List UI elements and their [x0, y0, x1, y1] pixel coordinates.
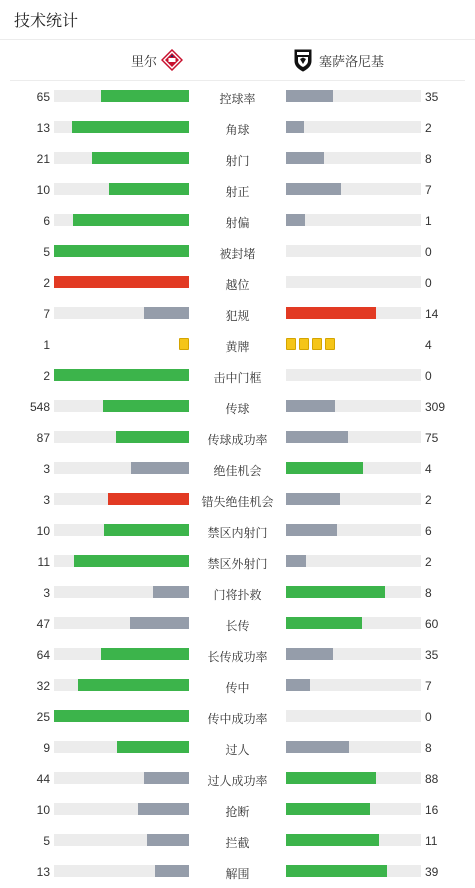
- yellow-card-icon: [286, 338, 296, 350]
- stat-label: 过人: [225, 743, 250, 757]
- away-value: 6: [425, 524, 432, 538]
- away-bar-track: [286, 245, 421, 257]
- home-value: 9: [43, 741, 50, 755]
- home-bar-fill: [54, 369, 189, 381]
- stat-label: 犯规: [225, 309, 250, 323]
- away-value: 4: [425, 462, 432, 476]
- home-yellow-cards: [179, 338, 189, 350]
- home-bar-fill: [155, 865, 189, 877]
- stat-row: [0, 422, 475, 453]
- away-value: 7: [425, 679, 432, 693]
- away-bar-track: [286, 121, 421, 133]
- stat-row: [0, 670, 475, 701]
- stat-label: 传中成功率: [207, 712, 268, 726]
- away-bar-track: [286, 183, 421, 195]
- stat-row: [0, 484, 475, 515]
- yellow-card-icon: [312, 338, 322, 350]
- home-value: 5: [43, 834, 50, 848]
- home-bar-track: [54, 369, 189, 381]
- yellow-card-icon: [179, 338, 189, 350]
- stat-row: [0, 205, 475, 236]
- away-team-logo-icon: [292, 49, 314, 71]
- home-value: 2: [43, 369, 50, 383]
- home-value: 3: [43, 462, 50, 476]
- home-value: 548: [29, 400, 50, 414]
- home-bar-track: [54, 741, 189, 753]
- home-bar-track: [54, 214, 189, 226]
- away-bar-fill: [286, 555, 306, 567]
- away-bar-track: [286, 276, 421, 288]
- home-value: 10: [36, 803, 50, 817]
- home-value: 65: [36, 90, 50, 104]
- away-value: 16: [425, 803, 439, 817]
- home-team-name: 里尔: [130, 53, 157, 69]
- away-bar-fill: [286, 679, 310, 691]
- away-bar-fill: [286, 214, 305, 226]
- home-value: 21: [36, 152, 50, 166]
- home-team[interactable]: [131, 40, 183, 80]
- away-team-name: 塞萨洛尼基: [319, 53, 385, 69]
- home-bar-track: [54, 524, 189, 536]
- stat-row: [0, 856, 475, 887]
- home-value: 2: [43, 276, 50, 290]
- away-value: 8: [425, 586, 432, 600]
- home-value: 6: [43, 214, 50, 228]
- away-value: 2: [425, 121, 432, 135]
- home-bar-fill: [116, 431, 189, 443]
- home-value: 5: [43, 245, 50, 259]
- home-bar-track: [54, 803, 189, 815]
- home-value: 32: [36, 679, 50, 693]
- away-bar-fill: [286, 524, 337, 536]
- stat-row: [0, 546, 475, 577]
- away-value: 2: [425, 493, 432, 507]
- home-bar-fill: [138, 803, 189, 815]
- home-bar-track: [54, 586, 189, 598]
- away-bar-track: [286, 834, 421, 846]
- home-value: 11: [37, 555, 50, 569]
- home-value: 13: [36, 121, 50, 135]
- away-value: 75: [425, 431, 439, 445]
- away-bar-track: [286, 555, 421, 567]
- home-bar-track: [54, 772, 189, 784]
- home-value: 3: [43, 586, 50, 600]
- home-value: 64: [36, 648, 50, 662]
- away-bar-track: [286, 307, 421, 319]
- stat-row: [0, 732, 475, 763]
- home-value: 44: [36, 772, 50, 786]
- stat-label: 射偏: [225, 216, 250, 230]
- away-bar-fill: [286, 90, 333, 102]
- home-value: 1: [43, 338, 50, 352]
- home-bar-track: [54, 276, 189, 288]
- away-bar-fill: [286, 617, 362, 629]
- home-bar-fill: [147, 834, 189, 846]
- home-bar-fill: [54, 276, 189, 288]
- home-bar-fill: [72, 121, 189, 133]
- away-bar-track: [286, 369, 421, 381]
- home-team-logo-icon: [161, 49, 183, 71]
- away-bar-fill: [286, 183, 341, 195]
- away-bar-fill: [286, 741, 349, 753]
- away-value: 4: [425, 338, 432, 352]
- stat-row: [0, 639, 475, 670]
- away-value: 1: [425, 214, 432, 228]
- home-bar-track: [54, 493, 189, 505]
- away-value: 2: [425, 555, 432, 569]
- home-bar-track: [54, 90, 189, 102]
- stat-label: 角球: [225, 123, 250, 137]
- away-bar-track: [286, 431, 421, 443]
- away-bar-track: [286, 524, 421, 536]
- away-value: 88: [425, 772, 439, 786]
- stat-row: [0, 515, 475, 546]
- home-bar-track: [54, 710, 189, 722]
- home-bar-track: [54, 121, 189, 133]
- stat-label: 控球率: [219, 92, 256, 106]
- stat-label: 长传: [225, 619, 250, 633]
- stat-row: [0, 143, 475, 174]
- home-value: 10: [36, 524, 50, 538]
- stat-label: 拦截: [225, 836, 250, 850]
- home-bar-fill: [117, 741, 189, 753]
- away-bar-track: [286, 462, 421, 474]
- stat-label: 长传成功率: [207, 650, 268, 664]
- home-bar-fill: [92, 152, 189, 164]
- stat-label: 禁区外射门: [207, 557, 268, 571]
- away-value: 8: [425, 152, 432, 166]
- away-yellow-cards: [286, 338, 335, 350]
- stat-label: 绝佳机会: [213, 464, 262, 478]
- away-bar-fill: [286, 400, 335, 412]
- stat-row: [0, 112, 475, 143]
- away-value: 0: [425, 369, 432, 383]
- away-team[interactable]: [292, 40, 384, 80]
- stat-row: [0, 298, 475, 329]
- stat-row: [0, 701, 475, 732]
- home-value: 3: [43, 493, 50, 507]
- stat-row: [0, 825, 475, 856]
- yellow-card-icon: [325, 338, 335, 350]
- yellow-card-icon: [299, 338, 309, 350]
- away-value: 0: [425, 245, 432, 259]
- stat-label: 黄牌: [225, 340, 250, 354]
- stat-label: 射正: [225, 185, 250, 199]
- away-bar-fill: [286, 834, 379, 846]
- home-bar-fill: [54, 245, 189, 257]
- stat-row: [0, 360, 475, 391]
- away-bar-track: [286, 90, 421, 102]
- home-bar-track: [54, 245, 189, 257]
- away-value: 309: [425, 400, 446, 414]
- stat-row: [0, 794, 475, 825]
- home-value: 87: [36, 431, 50, 445]
- stat-row: [0, 453, 475, 484]
- home-bar-track: [54, 834, 189, 846]
- stat-row: [0, 577, 475, 608]
- stat-label: 被封堵: [219, 247, 256, 261]
- home-bar-fill: [74, 555, 189, 567]
- away-bar-track: [286, 772, 421, 784]
- away-value: 60: [425, 617, 439, 631]
- home-value: 47: [36, 617, 50, 631]
- home-bar-fill: [103, 400, 189, 412]
- away-bar-fill: [286, 431, 348, 443]
- stat-label: 错失绝佳机会: [201, 495, 274, 509]
- home-bar-track: [54, 431, 189, 443]
- home-bar-track: [54, 462, 189, 474]
- home-bar-track: [54, 865, 189, 877]
- home-value: 13: [36, 865, 50, 879]
- away-bar-fill: [286, 462, 363, 474]
- stat-row: [0, 267, 475, 298]
- away-bar-fill: [286, 648, 333, 660]
- stat-label: 门将扑救: [213, 588, 262, 602]
- stat-label: 禁区内射门: [207, 526, 268, 540]
- home-value: 25: [36, 710, 50, 724]
- home-bar-fill: [153, 586, 189, 598]
- away-bar-track: [286, 710, 421, 722]
- away-bar-fill: [286, 772, 376, 784]
- stat-row: [0, 763, 475, 794]
- home-bar-track: [54, 183, 189, 195]
- away-value: 0: [425, 710, 432, 724]
- home-bar-fill: [144, 307, 189, 319]
- home-bar-track: [54, 679, 189, 691]
- home-bar-fill: [144, 772, 189, 784]
- away-value: 8: [425, 741, 432, 755]
- away-value: 14: [425, 307, 439, 321]
- home-bar-fill: [73, 214, 189, 226]
- away-bar-track: [286, 214, 421, 226]
- away-bar-track: [286, 152, 421, 164]
- stat-row: [0, 391, 475, 422]
- stat-label: 传球成功率: [207, 433, 268, 447]
- away-value: 35: [425, 90, 439, 104]
- stat-row: [0, 608, 475, 639]
- home-bar-track: [54, 152, 189, 164]
- stat-label: 过人成功率: [207, 774, 268, 788]
- stat-row: [0, 236, 475, 267]
- away-bar-fill: [286, 121, 304, 133]
- home-bar-fill: [131, 462, 189, 474]
- teams-header: [10, 40, 465, 81]
- stat-label: 传中: [225, 681, 250, 695]
- away-bar-fill: [286, 307, 376, 319]
- away-bar-track: [286, 617, 421, 629]
- home-bar-fill: [54, 710, 189, 722]
- home-bar-fill: [104, 524, 189, 536]
- home-bar-fill: [101, 90, 189, 102]
- away-value: 0: [425, 276, 432, 290]
- away-value: 7: [425, 183, 432, 197]
- stat-row: [0, 81, 475, 112]
- away-bar-track: [286, 586, 421, 598]
- away-bar-track: [286, 648, 421, 660]
- away-bar-fill: [286, 152, 324, 164]
- away-bar-fill: [286, 586, 385, 598]
- stat-row: [0, 329, 475, 360]
- away-bar-fill: [286, 803, 370, 815]
- home-value: 7: [43, 307, 50, 321]
- away-bar-fill: [286, 493, 340, 505]
- home-bar-track: [54, 307, 189, 319]
- stat-label: 抢断: [225, 805, 250, 819]
- stat-label: 越位: [225, 278, 250, 292]
- home-bar-fill: [108, 493, 189, 505]
- stat-row: [0, 174, 475, 205]
- stat-label: 射门: [225, 154, 250, 168]
- home-bar-track: [54, 617, 189, 629]
- stat-label: 传球: [225, 402, 250, 416]
- away-bar-track: [286, 400, 421, 412]
- page-title: 技术统计: [0, 0, 475, 40]
- away-bar-track: [286, 741, 421, 753]
- stat-label: 击中门框: [213, 371, 262, 385]
- home-bar-fill: [130, 617, 189, 629]
- home-bar-track: [54, 648, 189, 660]
- away-value: 11: [425, 834, 438, 848]
- stat-label: 解围: [225, 867, 250, 881]
- away-value: 35: [425, 648, 439, 662]
- home-bar-fill: [78, 679, 189, 691]
- away-bar-track: [286, 865, 421, 877]
- away-bar-fill: [286, 865, 387, 877]
- away-bar-track: [286, 679, 421, 691]
- away-bar-track: [286, 803, 421, 815]
- away-value: 39: [425, 865, 439, 879]
- away-bar-track: [286, 493, 421, 505]
- stats-list: [0, 81, 475, 887]
- home-bar-track: [54, 400, 189, 412]
- home-bar-fill: [101, 648, 189, 660]
- home-bar-fill: [109, 183, 189, 195]
- home-value: 10: [36, 183, 50, 197]
- home-bar-track: [54, 555, 189, 567]
